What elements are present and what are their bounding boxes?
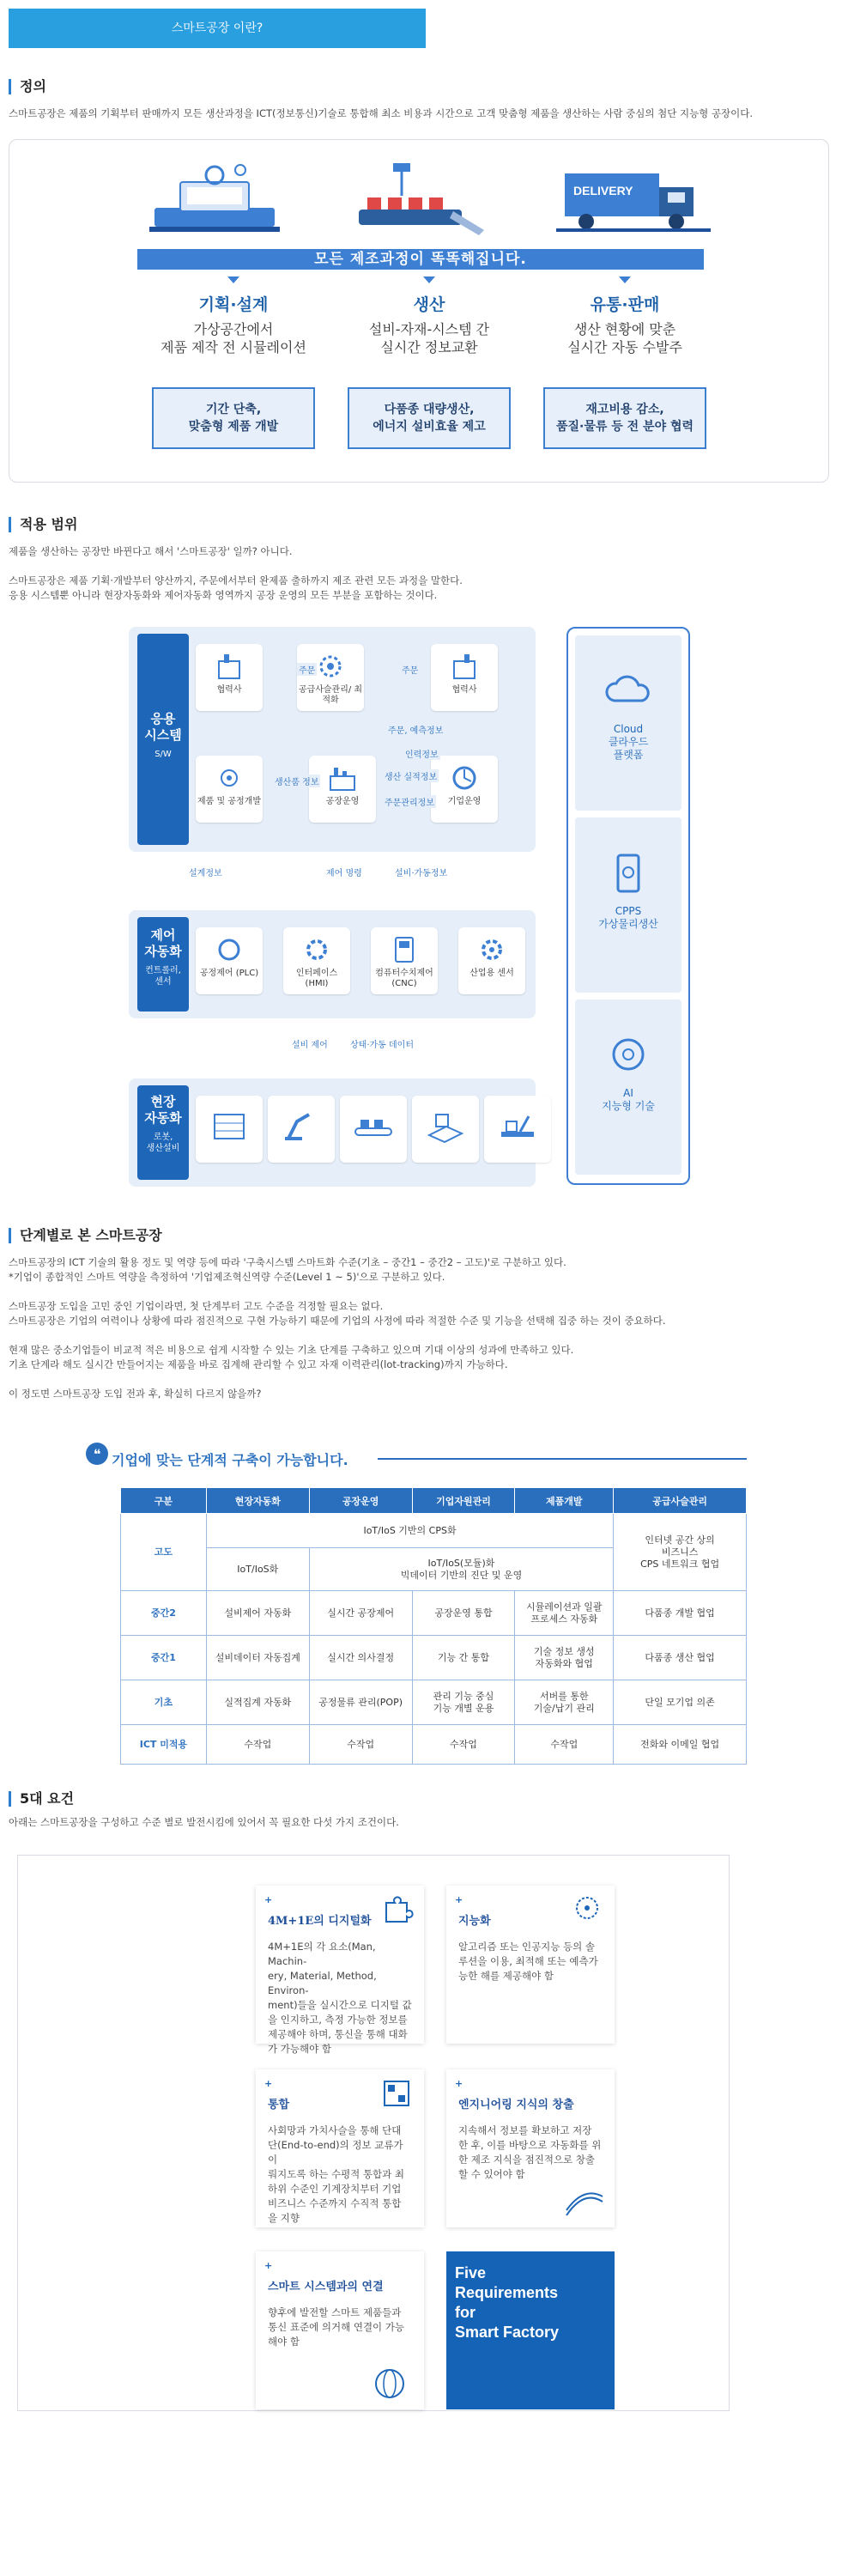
node-label: 제품 및 공정개발 <box>197 797 261 806</box>
requirements-hero-card: Five Requirements for Smart Factory <box>446 2251 615 2409</box>
plus-icon: + <box>264 2078 273 2089</box>
table-cell: 수작업 <box>206 1725 309 1765</box>
layer-sub: S/W <box>154 750 172 759</box>
card-body: 알고리즘 또는 인공지능 등의 솔 루션을 이용, 최적해 또는 예측가 능한 해를 제공해야 함 <box>458 1941 598 1982</box>
table-cell: 전화와 이메일 협업 <box>614 1725 747 1765</box>
table-cell: 실시간 공장제어 <box>309 1591 412 1636</box>
table-header: 제품개발 <box>515 1488 614 1514</box>
plus-icon: + <box>455 1894 463 1905</box>
robot-arm-icon <box>268 1096 335 1163</box>
table-cell: 관리 기능 중심 기능 개별 운용 <box>412 1680 515 1725</box>
column-benefit-box: 기간 단축, 맞춤형 제품 개발 <box>152 387 315 449</box>
scope-text: 제품을 생산하는 공장만 바뀐다고 해서 '스마트공장' 일까? 아니다. 스마트공장은 제품 기획·개발부터 양산까지, 주문에서부터 완제품 출하까지 제조 관련 모든 과정을 말한다. 응용 시스템뿐 아니라 현장자동화와 제어자동화 영역까지 공장 운영의 모든 부분을 포함하는 것이다. <box>9 545 463 601</box>
plus-icon: + <box>455 2078 463 2089</box>
table-cell: 설비데이터 자동집계 <box>206 1636 309 1680</box>
card-body: 4M+1E의 각 요소(Man, Machin- ery, Material, Method, Environ- ment)들을 실시간으로 디지털 값 을 인지하고, 측정 가능한 정보를 제공해야 하며, 통신을 통해 대화 가 가능해야 함 <box>268 1941 412 2055</box>
card-body: 향후에 발전할 스마트 제품들과 통신 표준에 의거해 연결이 가능 해야 함 <box>268 2306 405 2348</box>
definition-banner: 모든 제조과정이 똑똑해집니다. <box>137 249 704 270</box>
node-label: 공정제어 (PLC) <box>199 969 259 978</box>
column-heading: 생산 <box>413 295 445 314</box>
flow-label: 설비·가동정보 <box>395 869 448 878</box>
column-heading: 기획·설계 <box>198 295 269 314</box>
flow-label: 인력정보 <box>403 747 440 760</box>
node-label: 협력사 <box>216 685 242 695</box>
requirement-card <box>256 2069 424 2227</box>
table-cell: 기능 간 통합 <box>412 1636 515 1680</box>
requirements-text: 아래는 스마트공장을 구성하고 수준 별로 발전시킴에 있어서 꼭 필요한 다섯 가지 조건이다. <box>9 1816 399 1828</box>
requirement-card <box>446 1886 615 2044</box>
column-distribution <box>526 276 724 449</box>
tech-cpps <box>575 817 681 993</box>
column-heading: 유통·판매 <box>590 295 660 314</box>
qr-code-icon <box>379 2078 414 2109</box>
tech-sub: 가상물리생산 <box>598 918 658 930</box>
layer-label-field <box>137 1085 189 1180</box>
column-desc: 가상공간에서 제품 제작 전 시뮬레이션 <box>161 321 306 355</box>
tech-title: Cloud <box>613 723 644 735</box>
arrow-down-icon <box>619 276 631 283</box>
stack-icon <box>412 1096 479 1163</box>
cloud-icon <box>603 670 654 713</box>
table-cell: 인터넷 공간 상의 비즈니스 CPS 네트워크 협업 <box>614 1514 747 1591</box>
node-hmi <box>283 927 350 994</box>
table-title: 기업에 맞는 단계적 구축이 가능합니다. <box>112 1452 348 1468</box>
title-divider <box>378 1458 747 1460</box>
table-cell: 기술 정보 생성 자동화와 협업 <box>515 1636 614 1680</box>
node-label: 공장운영 <box>325 797 360 806</box>
requirement-card <box>446 2069 615 2227</box>
column-production <box>330 276 528 449</box>
node-label: 협력사 <box>451 685 477 695</box>
table-cell: 수작업 <box>412 1725 515 1765</box>
tech-sub: 클라우드 플랫폼 <box>608 736 649 761</box>
table-header: 구분 <box>121 1488 207 1514</box>
card-title: 스마트 시스템과의 연결 <box>268 2281 384 2293</box>
node-label: 인터페이스 (HMI) <box>295 969 338 988</box>
card-title: 통합 <box>268 2099 290 2111</box>
table-header: 공급사슬관리 <box>614 1488 747 1514</box>
production-illustration-icon <box>350 158 488 244</box>
section-title-definition: 정의 <box>9 79 46 94</box>
planning-illustration-icon <box>146 158 283 244</box>
section-title-scope: 적용 범위 <box>9 517 77 532</box>
table-header: 공장운영 <box>309 1488 412 1514</box>
flow-label: 설비 제어 <box>292 1041 328 1050</box>
warehouse-icon <box>196 1096 263 1163</box>
phone-icon <box>603 852 654 895</box>
table-cell: 수작업 <box>309 1725 412 1765</box>
brain-icon <box>603 1034 654 1077</box>
column-benefit-box: 다품종 대량생산, 에너지 설비효율 제고 <box>348 387 511 449</box>
layer-sub: 로봇, 생산설비 <box>146 1133 180 1153</box>
quote-icon: ❝ <box>86 1443 108 1465</box>
layer-sub: 컨트롤러, 센서 <box>145 966 181 987</box>
table-cell: 다품종 생산 협업 <box>614 1636 747 1680</box>
brain-network-icon <box>570 1894 604 1925</box>
definition-text: 스마트공장은 제품의 기획부터 판매까지 모든 생산과정을 ICT(정보통신)기술로 통합해 최소 비용과 시간으로 고객 맞춤형 제품을 생산하는 사람 중심의 첨단 지능형 공장이다. <box>9 107 754 119</box>
table-cell: 단일 모기업 의존 <box>614 1680 747 1725</box>
node-partner-right <box>431 644 498 711</box>
node-factory-ops <box>309 756 376 823</box>
plus-icon: + <box>264 1894 273 1905</box>
scope-diagram <box>129 627 695 1194</box>
row-label: 중간1 <box>121 1636 207 1680</box>
node-plc <box>196 927 263 994</box>
row-label: 고도 <box>121 1514 207 1591</box>
layer-label-application <box>137 634 189 845</box>
table-cell: 수작업 <box>515 1725 614 1765</box>
table-header: 기업자원관리 <box>412 1488 515 1514</box>
node-label: 컴퓨터수치제어 (CNC) <box>375 969 433 988</box>
card-title: 엔지니어링 지식의 창출 <box>458 2099 574 2111</box>
table-cell: 다품종 개발 협업 <box>614 1591 747 1636</box>
card-title: 4M+1E의 디지털화 <box>268 1915 372 1928</box>
node-sensor <box>458 927 525 994</box>
tech-panel <box>566 627 690 1185</box>
truck-label: DELIVERY <box>573 184 633 197</box>
node-label: 기업운영 <box>447 797 482 806</box>
flow-label: 생산품 정보 <box>273 775 320 787</box>
table-cell: 공장운영 통합 <box>412 1591 515 1636</box>
column-desc: 설비-자재-시스템 간 실시간 정보교환 <box>368 321 490 355</box>
flow-label: 설계정보 <box>189 869 222 878</box>
node-cnc <box>371 927 438 994</box>
card-title: 지능화 <box>458 1915 491 1928</box>
flow-label: 주문 <box>297 663 317 676</box>
tech-title: CPPS <box>615 905 642 917</box>
table-cell: 실적집계 자동화 <box>206 1680 309 1725</box>
row-label: ICT 미적용 <box>121 1725 207 1765</box>
flow-label: 상태·가동 데이터 <box>350 1041 414 1050</box>
column-planning <box>135 276 332 449</box>
table-cell: 시뮬레이션과 일괄 프로세스 자동화 <box>515 1591 614 1636</box>
card-body: 지속해서 정보를 확보하고 저장 한 후, 이를 바탕으로 자동화를 위 한 제조 지식을 점진적으로 창출 할 수 있어야 함 <box>458 2124 602 2180</box>
levels-table <box>120 1487 747 1765</box>
conveyor-icon <box>340 1096 407 1163</box>
layer-name: 현장 자동화 <box>144 1094 182 1126</box>
plus-icon: + <box>264 2260 273 2271</box>
tech-title: AI <box>623 1087 633 1099</box>
node-label: 공급사슬관리/ 최적화 <box>298 685 363 705</box>
table-cell: IoT/IoS화 <box>206 1548 309 1591</box>
flow-label: 주문관리정보 <box>383 795 436 808</box>
node-enterprise-ops <box>431 756 498 823</box>
node-scm <box>297 644 364 711</box>
tech-sub: 지능형 기술 <box>602 1100 655 1112</box>
table-cell: 공정물류 관리(POP) <box>309 1680 412 1725</box>
row-label: 기초 <box>121 1680 207 1725</box>
globe-icon <box>373 2366 407 2401</box>
layer-label-control <box>137 917 189 1012</box>
layer-name: 제어 자동화 <box>144 927 182 959</box>
wave-lines-icon <box>563 2184 606 2219</box>
column-benefit-box: 재고비용 감소, 품질·물류 등 전 분야 협력 <box>543 387 706 449</box>
levels-text: 스마트공장의 ICT 기술의 활용 정도 및 역량 등에 따라 '구축시스템 스마트화 수준(기초 – 중간1 – 중간2 – 고도)'로 구분하고 있다. *기업이 종합적인 스마트 역량을 측정하여 '기업제조혁신역량 수준(Level 1 ~ 5)'으로 구분하고 있다. 스마트공장 도입을 고민 중인 기업이라면, 첫 단계부터 고도 수준을 걱정할 필요는 없다. 스마트공장은 기업의 여력이나 상황에 따라 점진적으로 구현 가능하기 때문에 기업의 사정에 따라 적절한 수준 및 기능을 선택해 집중 하는 것이 중요하다. 현재 많은 중소기업들이 비교적 적은 비용으로 쉽게 시작할 수 있는 기초 단계를 구축하고 있으며 기대 이상의 성과에 만족하고 있다. 기초 단계라 해도 실시간 만들어지는 제품을 바로 집계해 관리할 수 있고 자재 이력관리(lot-tracking)까지 가능하다. 이 정도면 스마트공장 도입 전과 후, 확실히 다르지 않을까? <box>9 1256 666 1400</box>
node-partner-left <box>196 644 263 711</box>
puzzle-icon <box>379 1894 414 1925</box>
requirement-card <box>256 2251 424 2409</box>
flow-label: 생산 실적정보 <box>383 769 439 782</box>
requirement-card <box>256 1886 424 2055</box>
section-title-levels: 단계별로 본 스마트공장 <box>9 1228 162 1243</box>
table-cell: 설비제어 자동화 <box>206 1591 309 1636</box>
flow-label: 제어 명령 <box>326 869 362 878</box>
column-desc: 생산 현황에 맞춘 실시간 자동 수발주 <box>567 321 682 355</box>
arrow-down-icon <box>423 276 435 283</box>
flow-label: 주문, 예측정보 <box>386 723 445 736</box>
table-cell: 서버를 통한 기술/납기 관리 <box>515 1680 614 1725</box>
flow-label: 주문 <box>400 663 420 676</box>
row-label: 중간2 <box>121 1591 207 1636</box>
node-product-dev <box>196 756 263 823</box>
layer-name: 응용 시스템 <box>144 711 182 743</box>
card-body: 사회망과 가치사슬을 통해 단대 단(End-to-end)의 정보 교류가 이 뤄지도록 하는 수평적 통합과 최 하위 수준인 기계장치부터 기업 비즈니스 수준까지 수직적 통합 을 지향 <box>268 2124 405 2224</box>
arrow-down-icon <box>227 276 239 283</box>
table-cell: 실시간 의사결정 <box>309 1636 412 1680</box>
table-header: 현장자동화 <box>206 1488 309 1514</box>
tech-cloud <box>575 635 681 811</box>
delivery-truck-icon <box>556 167 711 244</box>
pallet-icon <box>484 1096 551 1163</box>
node-label: 산업용 센서 <box>469 969 514 978</box>
tech-ai <box>575 999 681 1175</box>
tab-smart-factory[interactable]: 스마트공장 이란? <box>9 9 426 48</box>
table-cell: IoT/IoS(모듈)화 빅데이터 기반의 진단 및 운영 <box>309 1548 613 1591</box>
table-cell: IoT/IoS 기반의 CPS화 <box>206 1514 613 1548</box>
section-title-requirements: 5대 요건 <box>9 1791 74 1807</box>
